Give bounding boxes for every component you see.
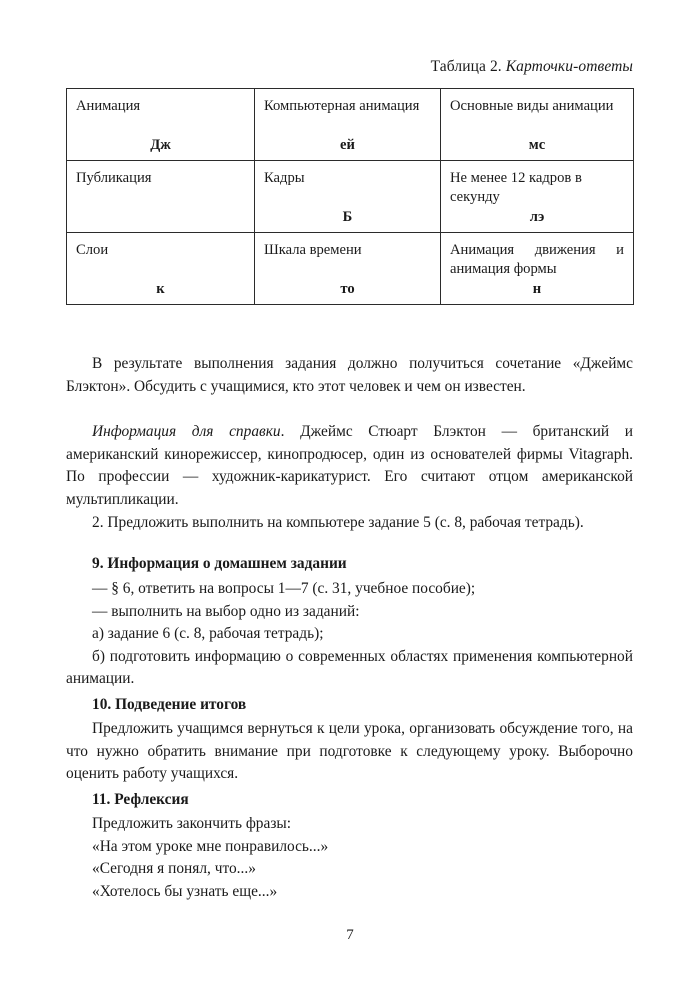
reference-rest: . Джеймс Стюарт Блэктон — британский и американский кинорежиссер, кинопродюсер, один из основателей фирмы Vitagraph. По профессии — художник-карикатурист. Его считают отцом американской мультипликации.	[66, 423, 634, 508]
reflection-phrase: «Сегодня я понял, что...»	[92, 860, 256, 878]
table-cell	[441, 233, 634, 305]
list-item: — выполнить на выбор одно из заданий:	[92, 602, 360, 620]
paragraph-task-2	[66, 512, 633, 535]
cell-answer-letter: ей	[340, 137, 355, 153]
heading-reflection: 11. Рефлексия	[92, 791, 189, 808]
list-item: а) задание 6 (с. 8, рабочая тетрадь);	[92, 625, 324, 643]
paragraph-result	[66, 353, 633, 398]
cell-term: Публикация	[76, 170, 152, 186]
list-reflection	[66, 813, 633, 903]
cell-term: Анимация движения и анимация формы	[450, 242, 624, 277]
table-cell	[67, 89, 255, 161]
list-item: — § 6, ответить на вопросы 1—7 (с. 31, учебное пособие);	[92, 580, 476, 597]
table-row	[67, 233, 634, 305]
table-cell	[67, 161, 255, 233]
table-caption-label: Таблица 2.	[430, 58, 502, 75]
table-cell	[441, 161, 634, 233]
cell-answer-letter: лэ	[529, 209, 545, 225]
paragraph-reference	[66, 421, 633, 511]
paragraph-summary	[66, 718, 633, 786]
cell-answer-letter: мс	[528, 137, 546, 153]
answer-cards-table	[66, 88, 634, 305]
cell-term: Компьютерная анимация	[264, 98, 420, 114]
cell-answer-letter: н	[532, 281, 542, 297]
table-cell	[67, 233, 255, 305]
table-row	[67, 89, 634, 161]
cell-answer-letter: то	[340, 281, 355, 297]
paragraph-text: В результате выполнения задания должно получиться сочетание «Джеймс Блэктон». Обсудить с учащимися, кто этот человек и чем он известен.	[66, 355, 633, 395]
cell-term: Не менее 12 кадров в секунду	[450, 170, 582, 205]
list-item: б) подготовить информацию о современных областях применения компьютерной анимации.	[66, 647, 633, 688]
reference-lead: Информация для справки	[92, 423, 281, 440]
table-cell	[255, 89, 441, 161]
cell-answer-letter: Б	[342, 209, 353, 225]
heading-summary: 10. Подведение итогов	[92, 696, 247, 713]
cell-term: Шкала времени	[264, 242, 362, 258]
cell-answer-letter: к	[156, 281, 165, 297]
table-cell	[255, 161, 441, 233]
paragraph-text: Предложить учащимся вернуться к цели урока, организовать обсуждение того, на что нужно обратить внимание при подготовке к следующему уроку. Выборочно оценить работу учащихся.	[66, 720, 633, 783]
reflection-intro: Предложить закончить фразы:	[92, 815, 292, 832]
cell-term: Анимация	[76, 98, 141, 114]
cell-term: Слои	[76, 242, 109, 258]
table-caption	[66, 57, 633, 77]
page-number: 7	[346, 927, 354, 943]
table-cell	[255, 233, 441, 305]
table-cell	[441, 89, 634, 161]
cell-term: Кадры	[264, 170, 305, 186]
paragraph-text	[66, 421, 633, 511]
paragraph-text: 2. Предложить выполнить на компьютере задание 5 (с. 8, рабочая тетрадь).	[92, 514, 584, 531]
table-row	[67, 161, 634, 233]
reflection-phrase: «На этом уроке мне понравилось...»	[92, 837, 329, 855]
table-caption-title: Карточки-ответы	[505, 58, 633, 75]
cell-term: Основные виды анимации	[450, 98, 614, 114]
list-homework	[66, 578, 633, 691]
cell-answer-letter: Дж	[150, 137, 171, 153]
heading-homework: 9. Информация о домашнем задании	[92, 555, 347, 572]
reflection-phrase: «Хотелось бы узнать еще...»	[92, 882, 278, 900]
